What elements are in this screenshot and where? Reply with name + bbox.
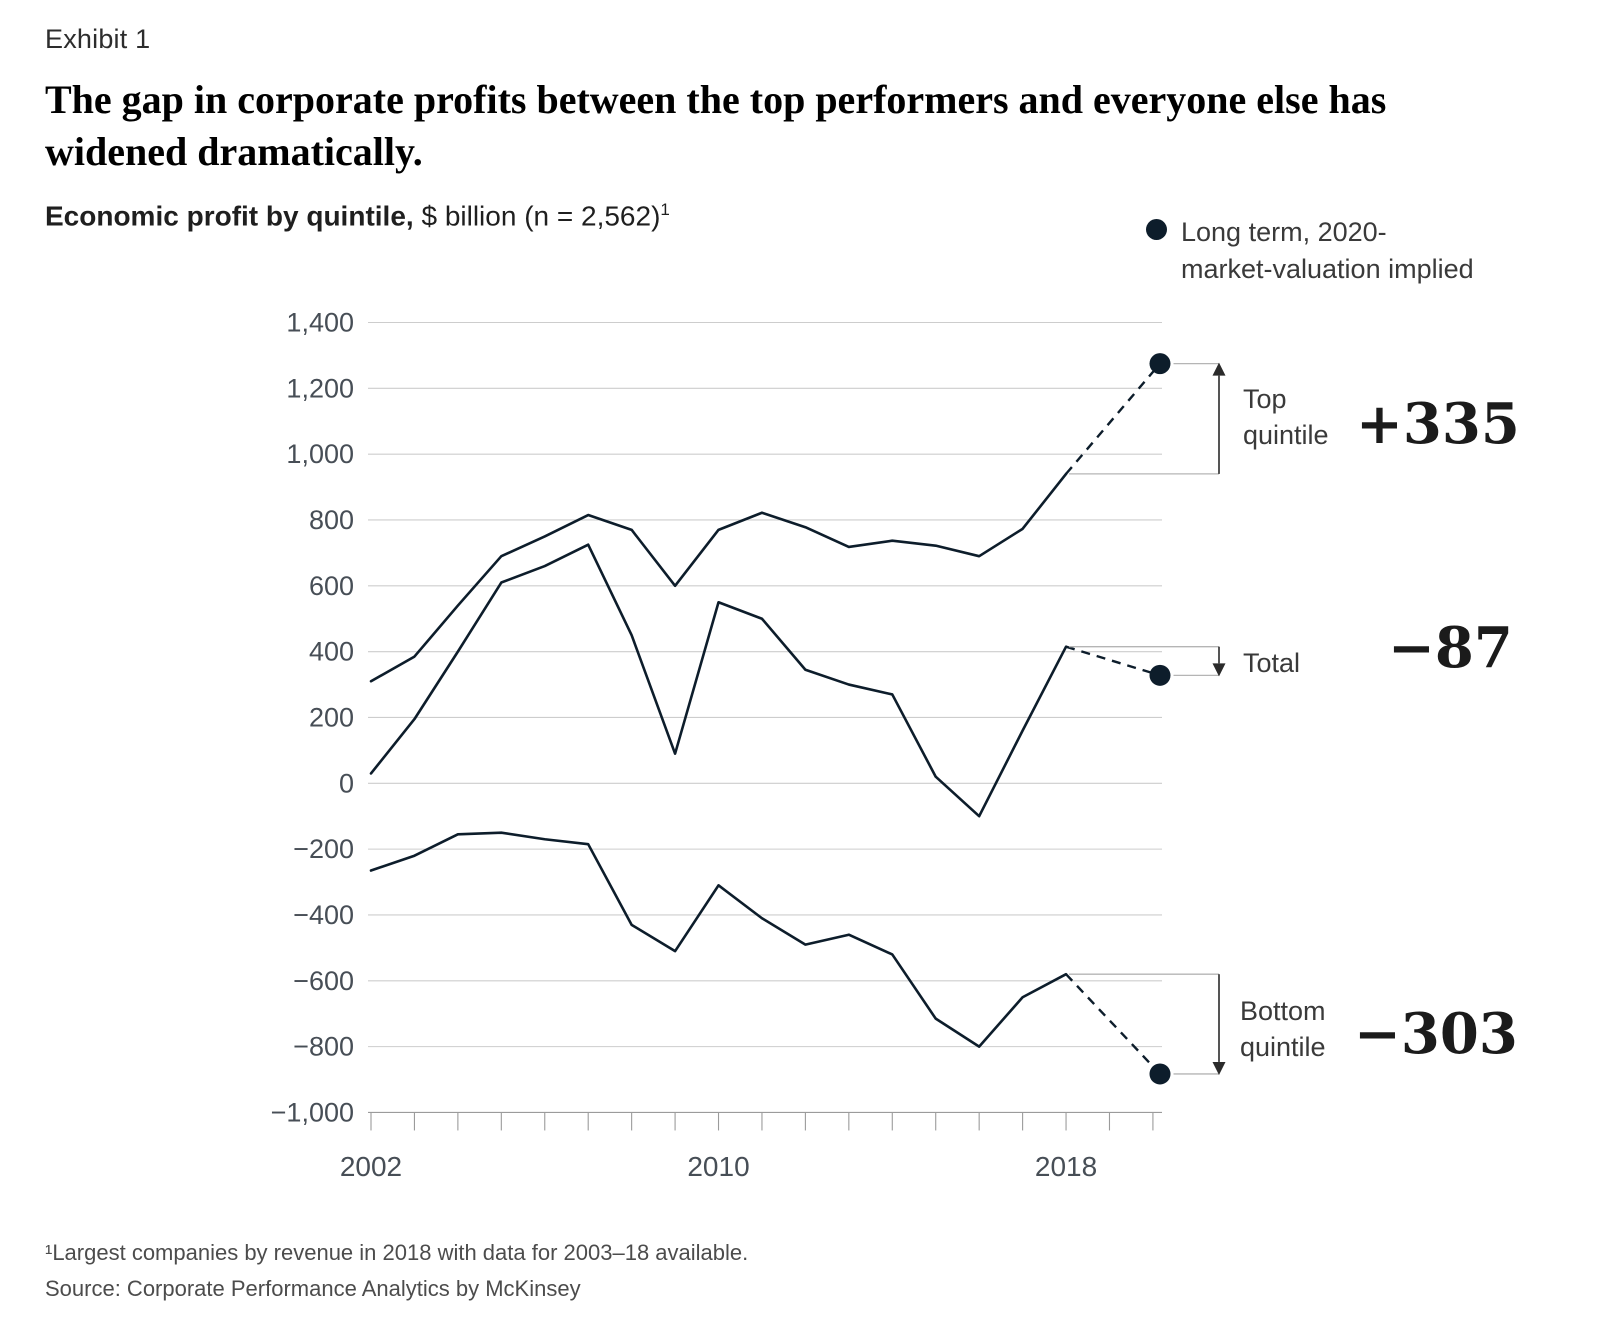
y-axis-tick-label: −400 [293, 899, 354, 930]
change-value-bottom-quintile: −303 [1354, 1001, 1518, 1067]
subtitle-bold: Economic profit by quintile, [45, 200, 414, 232]
legend-label-line1: Long term, 2020- [1181, 217, 1387, 247]
series-label-total: Total [1243, 648, 1301, 678]
series-label-top-quintile: Top quintile [1243, 384, 1329, 450]
implied-value-dot-total [1150, 665, 1171, 686]
y-axis-tick-label: 1,200 [286, 373, 354, 404]
change-value-total: −87 [1388, 615, 1513, 681]
implied-value-dot-bottom-quintile [1150, 1063, 1171, 1084]
y-axis-tick-label: 200 [308, 702, 354, 733]
series-line-bottom-quintile [371, 833, 1066, 1047]
projection-dashed-line-bottom-quintile [1066, 974, 1160, 1074]
subtitle-units: $ billion (n = 2,562) [413, 200, 661, 232]
subtitle-footnote-marker: 1 [660, 200, 670, 219]
series-label-bottom-quintile: Bottom quintile [1240, 996, 1326, 1062]
y-axis-tick-label: −1,000 [270, 1097, 354, 1128]
page-title: The gap in corporate profits between the top performers and everyone else has widened dramatically. [45, 77, 1387, 174]
arrow-down-icon-bottom-quintile [1213, 1062, 1226, 1075]
implied-value-dot-top-quintile [1150, 353, 1171, 374]
y-axis-tick-label: 600 [308, 570, 354, 601]
x-axis-year-label: 2010 [687, 1151, 750, 1182]
x-axis-year-label: 2002 [339, 1151, 403, 1182]
y-axis-tick-label: 1,400 [286, 307, 354, 338]
footnote: ¹Largest companies by revenue in 2018 with data for 2003–18 available. [45, 1240, 749, 1265]
projection-dashed-line-total [1066, 647, 1160, 676]
y-axis-tick-label: 800 [308, 504, 354, 535]
y-axis-tick-label: 400 [308, 636, 354, 667]
y-axis-tick-label: −600 [293, 965, 354, 996]
y-axis-tick-label: 1,000 [286, 439, 354, 470]
legend-label-line2: market-valuation implied [1181, 254, 1474, 284]
arrow-down-icon-total [1213, 663, 1226, 676]
projection-dashed-line-top-quintile [1066, 364, 1160, 474]
y-axis-tick-label: −800 [293, 1031, 354, 1062]
arrow-up-icon-top-quintile [1213, 363, 1226, 376]
source-line: Source: Corporate Performance Analytics by McKinsey [45, 1276, 581, 1301]
y-axis-tick-label: 0 [338, 768, 354, 799]
y-axis-tick-label: −200 [293, 834, 354, 865]
exhibit-label: Exhibit 1 [45, 24, 151, 54]
change-value-top-quintile: +335 [1356, 391, 1520, 457]
series-line-top-quintile [371, 474, 1066, 681]
x-axis-year-label: 2018 [1034, 1151, 1098, 1182]
